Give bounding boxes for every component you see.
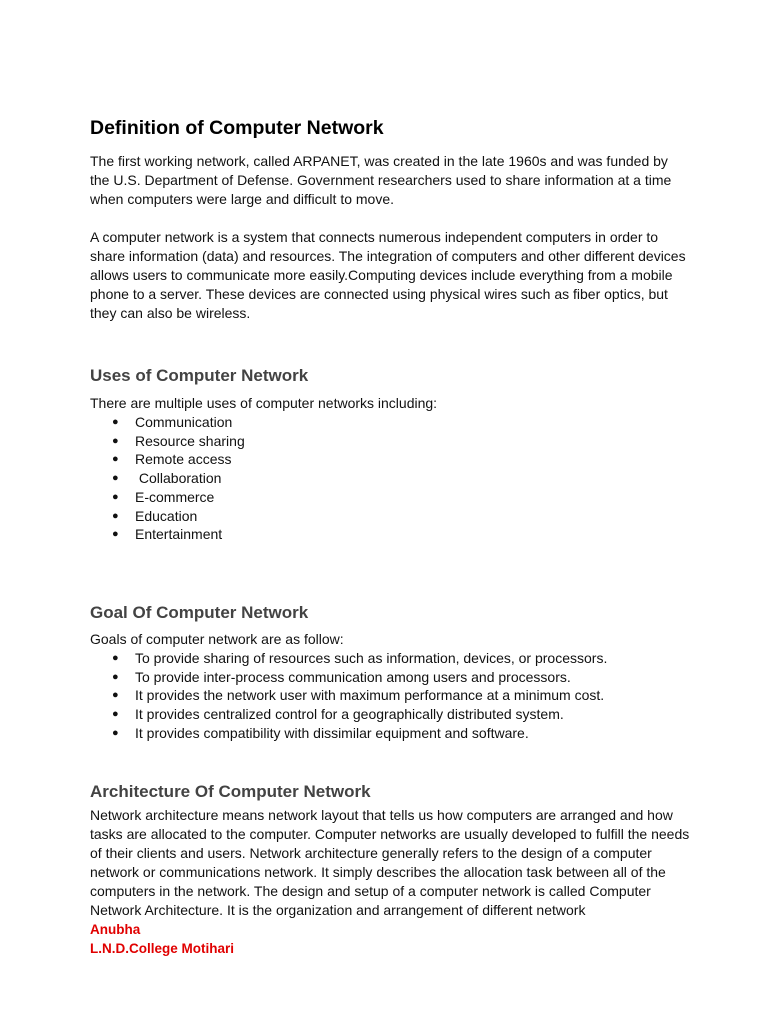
list-item [90,488,690,507]
list-item [90,469,690,488]
document-content [90,113,690,958]
bullet-icon: ● [112,509,119,522]
list-item-text: It provides the network user with maximum performance at a minimum cost. [135,687,605,704]
author-college: L.N.D.College Motihari [90,941,235,957]
intro-paragraph-1: The first working network, called ARPANET, was created in the late 1960s and was funded by the U.S. Department of Defense. Government researchers used to share information at a time when computers were large and difficult to move. [90,153,672,207]
list-item-text: Entertainment [135,526,223,543]
list-item [90,705,690,724]
list-item-text: Resource sharing [135,432,245,449]
list-item [90,450,690,469]
goals-heading: Goal Of Computer Network [90,602,309,622]
list-item-text: Education [135,507,198,524]
intro-paragraph-2: A computer network is a system that connects numerous independent computers in order to share information (data) and resources. The integration of computers and other different devices allows users to communicate more easily.Computing devices include everything from a mobile phone to a server. These devices are connected using physical wires such as fiber optics, but they can also be wireless. [90,229,686,321]
bullet-icon: ● [112,472,119,485]
list-item-text: Collaboration [135,470,222,487]
bullet-icon: ● [112,490,119,503]
uses-intro: There are multiple uses of computer networks including: [90,395,438,411]
bullet-icon: ● [112,689,119,702]
list-item-text: Remote access [135,451,232,468]
bullet-icon: ● [112,528,119,541]
bullet-icon: ● [112,726,119,739]
list-item [90,432,690,451]
bullet-icon: ● [112,708,119,721]
list-item [90,724,690,743]
list-item [90,686,690,705]
goals-list [90,649,690,743]
list-item-text: To provide sharing of resources such as information, devices, or processors. [135,649,608,666]
list-item-text: E-commerce [135,488,215,505]
bullet-icon: ● [112,651,119,664]
author-name: Anubha [90,922,141,938]
list-item-text: To provide inter-process communication among users and processors. [135,668,571,685]
architecture-heading: Architecture Of Computer Network [90,782,371,802]
list-item [90,507,690,526]
list-item [90,668,690,687]
list-item-text: It provides compatibility with dissimilar equipment and software. [135,724,529,741]
list-item [90,413,690,432]
goals-intro: Goals of computer network are as follow: [90,630,344,647]
uses-list [90,413,690,544]
bullet-icon: ● [112,453,119,466]
bullet-icon: ● [112,416,119,428]
uses-heading: Uses of Computer Network [90,366,309,385]
architecture-paragraph: Network architecture means network layout that tells us how computers are arranged and how tasks are allocated to the computer. Computer networks are usually developed to fulfill the needs of their clients and users. Network architecture generally refers to the design of a computer network or communications network. It simply describes the allocation task between all of the computers in the network. The design and setup of a computer network is called Computer Network Architecture. It is the organization and arrangement of different network [90,807,690,919]
list-item [90,525,690,544]
list-item [90,649,690,668]
bullet-icon: ● [112,434,119,447]
list-item-text: Communication [135,414,233,430]
bullet-icon: ● [112,670,119,683]
page-title: Definition of Computer Network [90,117,384,139]
list-item-text: It provides centralized control for a geographically distributed system. [135,706,564,723]
